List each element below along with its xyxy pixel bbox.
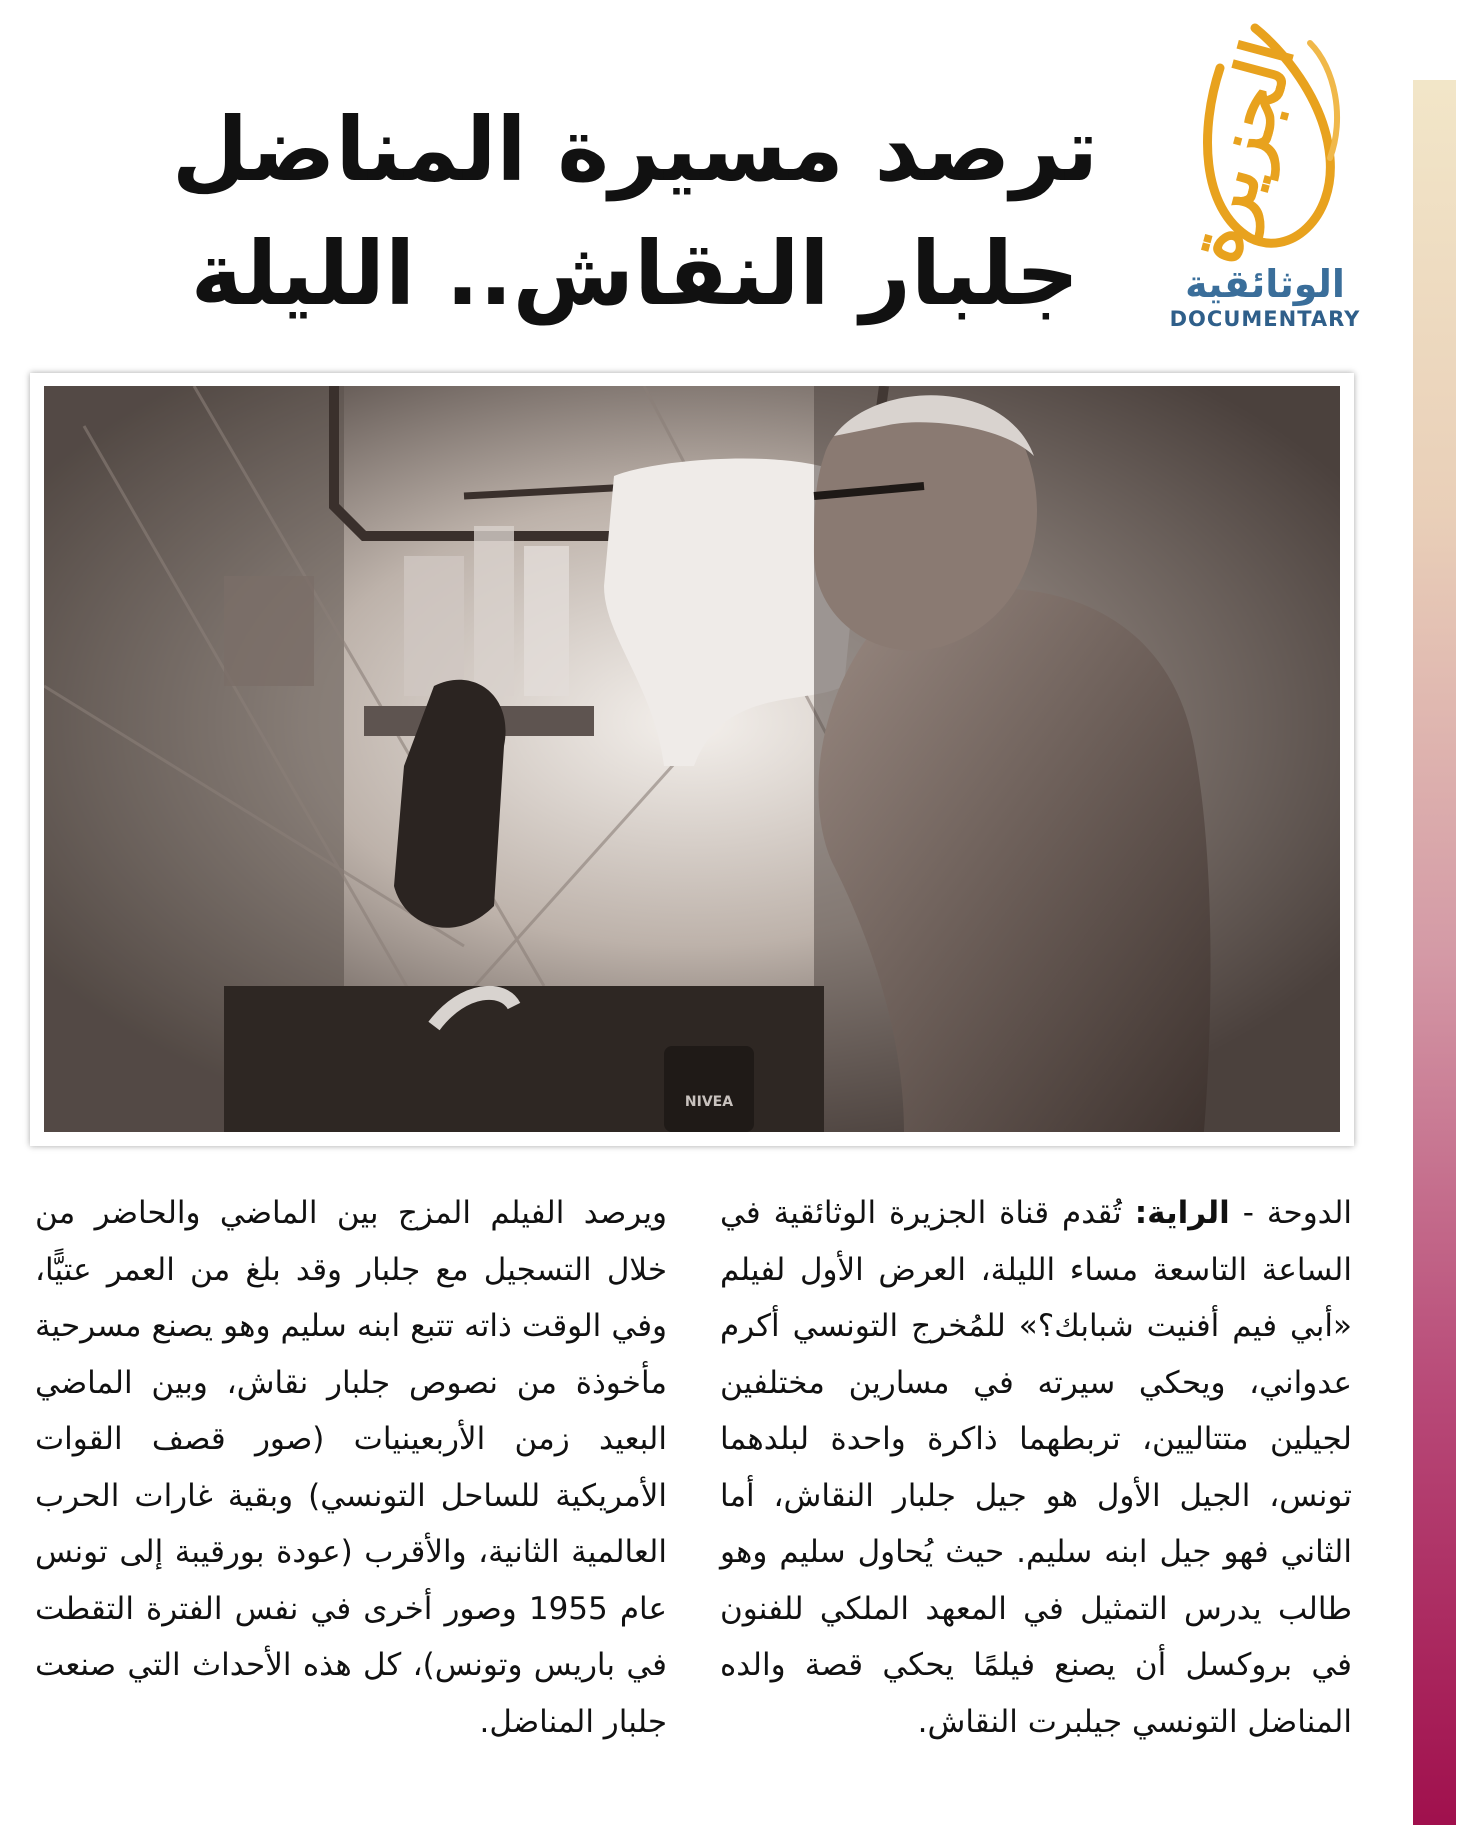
logo-subtitle-arabic: الوثائقية: [1185, 262, 1345, 306]
headline: [130, 88, 1140, 336]
headline-line-2: جلبار النقاش.. الليلة: [190, 222, 1080, 325]
article-column-left: [35, 1185, 667, 1825]
article-paragraph-1: تُقدم قناة الجزيرة الوثائقية في الساعة التاسعة مساء الليلة، العرض الأول لفيلم «أبي فيم أفنيت شبابك؟» للمُخرج التونسي أكرم عدواني، ويحكي سيرته في مسارين مختلفين لجيلين متتاليين، تربطهما ذاكرة واحدة لبلدهما تونس، الجيل الأول هو جيل جلبار النقاش، أما الثاني فهو جيل ابنه سليم. حيث يُحاول سليم وهو طالب يدرس التمثيل في المعهد الملكي للفنون في بروكسل أن يصنع فيلمًا يحكي قصة والده المناضل التونسي جيلبرت النقاش.: [720, 1195, 1352, 1740]
logo-calligraphy: الجزيرة: [1170, 31, 1311, 272]
article-paragraph-2: ويرصد الفيلم المزج بين الماضي والحاضر من خلال التسجيل مع جلبار وقد بلغ من العمر عتيًّا، وفي الوقت ذاته تتبع ابنه سليم وهو يصنع مسرحية مأخوذة من نصوص جلبار نقاش، وبين الماضي البعيد زمن الأربعينيات (صور قصف القوات الأمريكية للساحل التونسي) وبقية غارات الحرب العالمية الثانية، والأقرب (عودة بورقيبة إلى تونس عام 1955 وصور أخرى في نفس الفترة التقطت في باريس وتونس)، كل هذه الأحداث التي صنعت جلبار المناضل.: [35, 1195, 667, 1740]
logo-subtitle: [1162, 262, 1368, 332]
decorative-side-bar: [1413, 80, 1456, 1825]
bottle-3: [524, 546, 569, 696]
article-photo: [44, 386, 1340, 1132]
logo-subtitle-english: DOCUMENTARY: [1169, 307, 1361, 331]
byline: الراية:: [1134, 1195, 1230, 1231]
nivea-label: NIVEA: [684, 1094, 734, 1110]
bottle-4: [224, 576, 314, 686]
article-column-right: [720, 1185, 1352, 1825]
photo-frame: [30, 373, 1354, 1146]
bottle-1: [404, 556, 464, 696]
nivea-jar: [664, 1046, 754, 1132]
dateline: الدوحة -: [1229, 1195, 1353, 1231]
headline-line-1: ترصد مسيرة المناضل: [171, 98, 1099, 201]
bottle-2: [474, 526, 514, 696]
